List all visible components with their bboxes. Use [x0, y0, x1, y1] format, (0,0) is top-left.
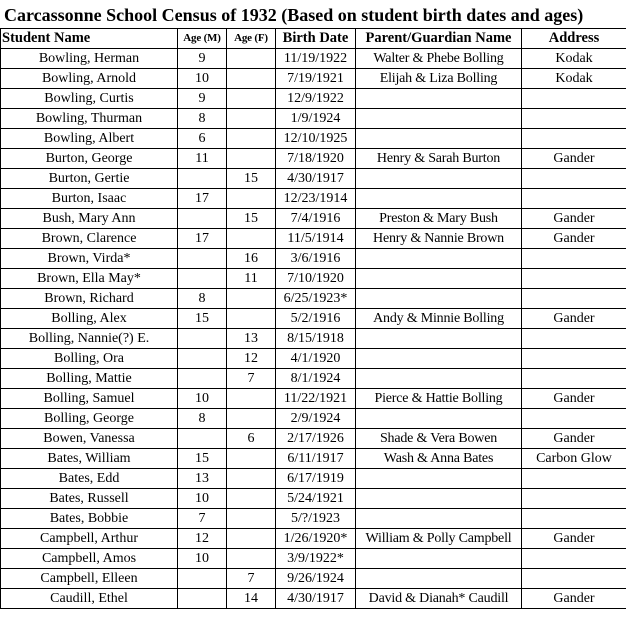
table-row	[1, 269, 626, 289]
cell-age-female[interactable]	[227, 449, 276, 469]
sheet-title[interactable]: Carcassonne School Census of 1932 (Based on student birth dates and ages)	[4, 5, 584, 25]
cell-age-male[interactable]: 17	[178, 229, 227, 249]
cell-address[interactable]: Gander	[522, 149, 626, 169]
cell-birth-date[interactable]: 11/22/1921	[276, 389, 356, 409]
header-row	[1, 29, 626, 49]
cell-guardian-name[interactable]	[356, 129, 522, 149]
cell-birth-date[interactable]: 7/19/1921	[276, 69, 356, 89]
cell-guardian-name[interactable]: William & Polly Campbell	[356, 529, 522, 549]
cell-student-name[interactable]: Bowling, Herman	[1, 49, 178, 69]
cell-age-male[interactable]: 8	[178, 289, 227, 309]
cell-age-male[interactable]: 12	[178, 529, 227, 549]
cell-age-male[interactable]: 9	[178, 89, 227, 109]
cell-age-male[interactable]: 6	[178, 129, 227, 149]
cell-student-name[interactable]: Bolling, George	[1, 409, 178, 429]
table-row	[1, 449, 626, 469]
cell-student-name[interactable]: Burton, Isaac	[1, 189, 178, 209]
table-row	[1, 289, 626, 309]
cell-student-name[interactable]: Brown, Clarence	[1, 229, 178, 249]
header-guardian-name[interactable]: Parent/Guardian Name	[356, 29, 522, 49]
cell-birth-date[interactable]: 7/4/1916	[276, 209, 356, 229]
cell-age-male[interactable]: 10	[178, 549, 227, 569]
cell-age-female[interactable]	[227, 489, 276, 509]
cell-age-female[interactable]	[227, 129, 276, 149]
cell-address[interactable]: Gander	[522, 589, 626, 609]
table-row	[1, 589, 626, 609]
cell-birth-date[interactable]: 9/26/1924	[276, 569, 356, 589]
cell-address[interactable]	[522, 249, 626, 269]
cell-birth-date[interactable]: 1/9/1924	[276, 109, 356, 129]
table-row	[1, 509, 626, 529]
cell-address[interactable]: Carbon Glow	[522, 449, 626, 469]
cell-birth-date[interactable]: 8/1/1924	[276, 369, 356, 389]
cell-age-female[interactable]	[227, 469, 276, 489]
cell-age-female[interactable]	[227, 289, 276, 309]
cell-student-name[interactable]: Bates, Edd	[1, 469, 178, 489]
cell-address[interactable]	[522, 289, 626, 309]
header-age-female[interactable]: Age (F)	[227, 29, 276, 49]
table-row	[1, 569, 626, 589]
cell-student-name[interactable]: Bolling, Mattie	[1, 369, 178, 389]
cell-guardian-name[interactable]	[356, 169, 522, 189]
table-row	[1, 329, 626, 349]
table-row	[1, 229, 626, 249]
cell-student-name[interactable]: Bowling, Curtis	[1, 89, 178, 109]
cell-birth-date[interactable]: 7/18/1920	[276, 149, 356, 169]
cell-student-name[interactable]: Campbell, Amos	[1, 549, 178, 569]
cell-age-female[interactable]	[227, 189, 276, 209]
cell-age-female[interactable]	[227, 549, 276, 569]
header-address[interactable]: Address	[522, 29, 626, 49]
cell-address[interactable]: Gander	[522, 309, 626, 329]
cell-student-name[interactable]: Brown, Richard	[1, 289, 178, 309]
cell-age-male[interactable]: 17	[178, 189, 227, 209]
cell-address[interactable]	[522, 269, 626, 289]
cell-birth-date[interactable]: 11/5/1914	[276, 229, 356, 249]
cell-guardian-name[interactable]	[356, 269, 522, 289]
cell-guardian-name[interactable]: Wash & Anna Bates	[356, 449, 522, 469]
cell-student-name[interactable]: Campbell, Arthur	[1, 529, 178, 549]
cell-student-name[interactable]: Bates, William	[1, 449, 178, 469]
cell-birth-date[interactable]: 12/23/1914	[276, 189, 356, 209]
cell-guardian-name[interactable]: Henry & Sarah Burton	[356, 149, 522, 169]
cell-student-name[interactable]: Caudill, Ethel	[1, 589, 178, 609]
cell-address[interactable]	[522, 129, 626, 149]
cell-birth-date[interactable]: 2/17/1926	[276, 429, 356, 449]
cell-age-male[interactable]: 11	[178, 149, 227, 169]
cell-address[interactable]	[522, 189, 626, 209]
cell-birth-date[interactable]: 6/11/1917	[276, 449, 356, 469]
cell-age-male[interactable]: 13	[178, 469, 227, 489]
cell-guardian-name[interactable]	[356, 249, 522, 269]
cell-age-male[interactable]: 10	[178, 489, 227, 509]
cell-address[interactable]: Gander	[522, 389, 626, 409]
cell-student-name[interactable]: Campbell, Elleen	[1, 569, 178, 589]
table-row	[1, 349, 626, 369]
cell-guardian-name[interactable]: Elijah & Liza Bolling	[356, 69, 522, 89]
cell-birth-date[interactable]: 4/30/1917	[276, 589, 356, 609]
cell-address[interactable]	[522, 109, 626, 129]
cell-age-male[interactable]	[178, 169, 227, 189]
cell-student-name[interactable]: Burton, George	[1, 149, 178, 169]
census-table	[0, 28, 626, 609]
cell-birth-date[interactable]: 5/2/1916	[276, 309, 356, 329]
table-row	[1, 549, 626, 569]
table-row	[1, 89, 626, 109]
cell-guardian-name[interactable]: Andy & Minnie Bolling	[356, 309, 522, 329]
cell-address[interactable]	[522, 509, 626, 529]
cell-guardian-name[interactable]	[356, 509, 522, 529]
cell-age-female[interactable]	[227, 409, 276, 429]
cell-guardian-name[interactable]: Shade & Vera Bowen	[356, 429, 522, 449]
table-row	[1, 69, 626, 89]
cell-address[interactable]	[522, 89, 626, 109]
cell-age-male[interactable]: 7	[178, 509, 227, 529]
cell-student-name[interactable]: Bates, Bobbie	[1, 509, 178, 529]
cell-birth-date[interactable]: 6/17/1919	[276, 469, 356, 489]
table-row	[1, 429, 626, 449]
cell-guardian-name[interactable]: Pierce & Hattie Bolling	[356, 389, 522, 409]
table-row	[1, 369, 626, 389]
cell-address[interactable]	[522, 349, 626, 369]
cell-student-name[interactable]: Bowling, Albert	[1, 129, 178, 149]
cell-age-male[interactable]: 10	[178, 389, 227, 409]
cell-guardian-name[interactable]: Walter & Phebe Bolling	[356, 49, 522, 69]
cell-age-female[interactable]: 15	[227, 169, 276, 189]
cell-student-name[interactable]: Bates, Russell	[1, 489, 178, 509]
cell-age-female[interactable]: 15	[227, 209, 276, 229]
cell-age-male[interactable]	[178, 209, 227, 229]
cell-guardian-name[interactable]	[356, 349, 522, 369]
cell-guardian-name[interactable]: Henry & Nannie Brown	[356, 229, 522, 249]
cell-age-female[interactable]	[227, 69, 276, 89]
cell-address[interactable]	[522, 409, 626, 429]
table-row	[1, 149, 626, 169]
cell-address[interactable]	[522, 329, 626, 349]
cell-age-male[interactable]: 9	[178, 49, 227, 69]
cell-age-female[interactable]	[227, 509, 276, 529]
cell-age-female[interactable]	[227, 389, 276, 409]
cell-guardian-name[interactable]	[356, 469, 522, 489]
table-row	[1, 189, 626, 209]
cell-address[interactable]	[522, 169, 626, 189]
cell-guardian-name[interactable]: David & Dianah* Caudill	[356, 589, 522, 609]
table-row	[1, 529, 626, 549]
cell-age-female[interactable]: 7	[227, 369, 276, 389]
cell-address[interactable]: Gander	[522, 229, 626, 249]
cell-address[interactable]: Gander	[522, 529, 626, 549]
cell-student-name[interactable]: Brown, Ella May*	[1, 269, 178, 289]
cell-guardian-name[interactable]	[356, 109, 522, 129]
cell-address[interactable]: Kodak	[522, 69, 626, 89]
cell-guardian-name[interactable]	[356, 189, 522, 209]
cell-age-female[interactable]	[227, 309, 276, 329]
cell-student-name[interactable]: Bolling, Alex	[1, 309, 178, 329]
table-row	[1, 129, 626, 149]
header-birth-date[interactable]: Birth Date	[276, 29, 356, 49]
cell-age-female[interactable]: 7	[227, 569, 276, 589]
cell-age-female[interactable]: 13	[227, 329, 276, 349]
cell-address[interactable]: Gander	[522, 429, 626, 449]
cell-age-female[interactable]	[227, 49, 276, 69]
cell-address[interactable]: Kodak	[522, 49, 626, 69]
cell-student-name[interactable]: Bowling, Thurman	[1, 109, 178, 129]
cell-guardian-name[interactable]	[356, 289, 522, 309]
cell-birth-date[interactable]: 5/24/1921	[276, 489, 356, 509]
cell-age-male[interactable]	[178, 429, 227, 449]
cell-birth-date[interactable]: 4/1/1920	[276, 349, 356, 369]
table-row	[1, 389, 626, 409]
cell-age-male[interactable]: 15	[178, 449, 227, 469]
cell-address[interactable]: Gander	[522, 209, 626, 229]
cell-age-male[interactable]	[178, 589, 227, 609]
cell-guardian-name[interactable]	[356, 409, 522, 429]
table-row	[1, 469, 626, 489]
table-row	[1, 409, 626, 429]
cell-birth-date[interactable]: 2/9/1924	[276, 409, 356, 429]
header-student-name[interactable]: Student Name	[1, 29, 178, 49]
header-age-male[interactable]: Age (M)	[178, 29, 227, 49]
cell-age-female[interactable]	[227, 529, 276, 549]
cell-age-male[interactable]	[178, 569, 227, 589]
cell-age-male[interactable]: 8	[178, 409, 227, 429]
cell-address[interactable]	[522, 569, 626, 589]
cell-birth-date[interactable]: 11/19/1922	[276, 49, 356, 69]
table-row	[1, 489, 626, 509]
cell-birth-date[interactable]: 12/10/1925	[276, 129, 356, 149]
cell-student-name[interactable]: Bolling, Ora	[1, 349, 178, 369]
cell-age-male[interactable]: 8	[178, 109, 227, 129]
cell-birth-date[interactable]: 7/10/1920	[276, 269, 356, 289]
cell-age-male[interactable]	[178, 349, 227, 369]
cell-student-name[interactable]: Burton, Gertie	[1, 169, 178, 189]
cell-guardian-name[interactable]	[356, 569, 522, 589]
cell-age-male[interactable]	[178, 269, 227, 289]
cell-address[interactable]	[522, 489, 626, 509]
table-row	[1, 169, 626, 189]
cell-address[interactable]	[522, 469, 626, 489]
cell-address[interactable]	[522, 369, 626, 389]
cell-age-male[interactable]	[178, 249, 227, 269]
table-row	[1, 209, 626, 229]
cell-birth-date[interactable]: 5/?/1923	[276, 509, 356, 529]
census-body	[1, 49, 626, 609]
cell-student-name[interactable]: Bolling, Samuel	[1, 389, 178, 409]
cell-address[interactable]	[522, 549, 626, 569]
cell-age-female[interactable]: 16	[227, 249, 276, 269]
cell-guardian-name[interactable]	[356, 549, 522, 569]
cell-guardian-name[interactable]	[356, 489, 522, 509]
cell-birth-date[interactable]: 1/26/1920*	[276, 529, 356, 549]
cell-guardian-name[interactable]: Preston & Mary Bush	[356, 209, 522, 229]
table-row	[1, 49, 626, 69]
cell-age-male[interactable]: 15	[178, 309, 227, 329]
cell-student-name[interactable]: Bush, Mary Ann	[1, 209, 178, 229]
cell-birth-date[interactable]: 6/25/1923*	[276, 289, 356, 309]
cell-guardian-name[interactable]	[356, 369, 522, 389]
cell-birth-date[interactable]: 4/30/1917	[276, 169, 356, 189]
cell-age-male[interactable]	[178, 369, 227, 389]
cell-age-female[interactable]	[227, 89, 276, 109]
cell-student-name[interactable]: Brown, Virda*	[1, 249, 178, 269]
cell-birth-date[interactable]: 3/9/1922*	[276, 549, 356, 569]
cell-age-female[interactable]	[227, 229, 276, 249]
cell-age-male[interactable]	[178, 329, 227, 349]
cell-student-name[interactable]: Bowen, Vanessa	[1, 429, 178, 449]
cell-student-name[interactable]: Bowling, Arnold	[1, 69, 178, 89]
cell-age-female[interactable]	[227, 149, 276, 169]
cell-age-female[interactable]: 11	[227, 269, 276, 289]
cell-age-female[interactable]: 6	[227, 429, 276, 449]
cell-birth-date[interactable]: 12/9/1922	[276, 89, 356, 109]
table-row	[1, 109, 626, 129]
cell-age-female[interactable]	[227, 109, 276, 129]
cell-age-female[interactable]: 14	[227, 589, 276, 609]
cell-student-name[interactable]: Bolling, Nannie(?) E.	[1, 329, 178, 349]
table-row	[1, 249, 626, 269]
cell-guardian-name[interactable]	[356, 89, 522, 109]
cell-age-female[interactable]: 12	[227, 349, 276, 369]
cell-birth-date[interactable]: 3/6/1916	[276, 249, 356, 269]
table-row	[1, 309, 626, 329]
cell-guardian-name[interactable]	[356, 329, 522, 349]
cell-birth-date[interactable]: 8/15/1918	[276, 329, 356, 349]
cell-age-male[interactable]: 10	[178, 69, 227, 89]
